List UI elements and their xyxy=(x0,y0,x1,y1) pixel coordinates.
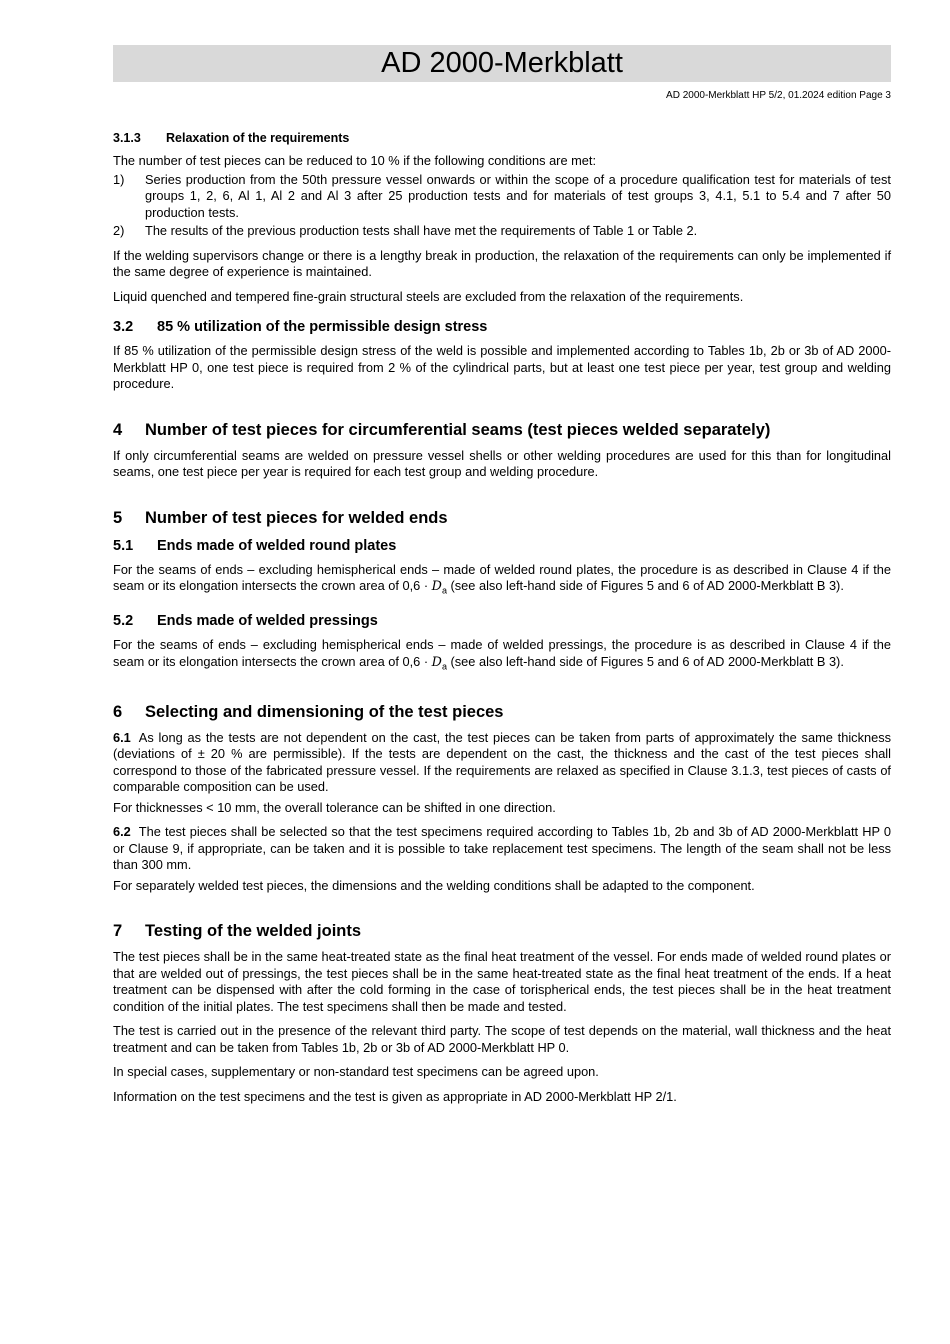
section-title: Testing of the welded joints xyxy=(145,922,362,941)
section-3-1-3-intro: The number of test pieces can be reduced to 10 % if the following conditions are met: xyxy=(113,153,597,168)
paragraph: Liquid quenched and tempered fine-grain structural steels are excluded from the relaxation of the requirements. xyxy=(113,288,744,304)
section-number: 5.2 xyxy=(113,613,134,630)
page-reference: AD 2000-Merkblatt HP 5/2, 01.2024 edition Page 3 xyxy=(666,90,891,101)
diameter-symbol: D xyxy=(431,654,442,670)
paragraph-6-1: 6.1 As long as the tests are not dependent on the cast, the test pieces can be taken from parts of approximately the same thickness (deviations of ± 20 % are permissible). If the tests are dependent on the cast, the thickness and the cast of the test pieces shall correspond to those of the fabricated pressure vessel. If the requirements are relaxed as specified in Clause 3.1.3, test pieces of casts of comparable composition can be used. xyxy=(113,729,891,795)
paragraph: If the welding supervisors change or there is a lengthy break in production, the relaxation of the requirements can only be implemented if the same degree of experience is maintained. xyxy=(113,247,891,279)
list-item xyxy=(113,223,891,240)
paragraph: Information on the test specimens and the test is given as appropriate in AD 2000-Merkblatt HP 2/1. xyxy=(113,1088,677,1104)
list-item-text: Series production from the 50th pressure vessel onwards or within the scope of a procedure qualification test for materials of test groups 1, 2, 6, Al 1, Al 2 and Al 3 after 25 production tests and for materials of test groups 3, 4.1, 5.1 to 5.4 and 7 after 50 production tests. xyxy=(145,171,891,220)
clause-number: 6.1 xyxy=(113,729,131,745)
section-title: Number of test pieces for welded ends xyxy=(145,508,448,527)
list-item-number: 2) xyxy=(113,223,125,238)
paragraph: If only circumferential seams are welded on pressure vessel shells or other welding procedures are used for this than for longitudinal seams, one test piece per year is required for each test group and welding procedure. xyxy=(113,447,891,479)
list-item xyxy=(113,172,891,222)
section-title: Number of test pieces for circumferential seams (test pieces welded separately) xyxy=(145,420,771,439)
paragraph: If 85 % utilization of the permissible design stress of the weld is possible and implemented according to Tables 1b, 2b or 3b of AD 2000-Merkblatt HP 0, one test piece is required from 2 % of the cylindrical parts, but at least one test piece per year, test group and welding procedure. xyxy=(113,343,891,391)
paragraph: The test pieces shall be in the same heat-treated state as the final heat treatment of the vessel. For ends made of welded round plates or that are welded out of pressings, the test pieces shall be in the same heat-treated state as the final heat treatment of the ends. If a heat treatment can be dispensed with after the cold forming in the case of torispherical ends, the test pieces shall be in the heat treatment condition of the initial plates. The test specimens shall then be made and tested. xyxy=(113,949,891,1014)
symbol-subscript: a xyxy=(441,661,447,672)
section-number: 3.1.3 xyxy=(113,131,141,145)
section-title: Selecting and dimensioning of the test pieces xyxy=(145,702,504,721)
section-7-heading xyxy=(113,922,891,941)
section-5-1-heading xyxy=(113,538,891,554)
document-page xyxy=(113,45,891,1105)
paragraph: The test is carried out in the presence of the relevant third party. The scope of test depends on the material, wall thickness and the heat treatment and can be taken from Tables 1b, 2b or 3b of AD 2000-Merkblatt HP 0. xyxy=(113,1023,891,1055)
section-title: Ends made of welded pressings xyxy=(157,613,378,630)
section-number: 4 xyxy=(113,420,123,439)
document-title-banner: AD 2000-Merkblatt xyxy=(113,45,891,82)
section-3-2-heading xyxy=(113,319,891,335)
section-number: 3.2 xyxy=(113,319,134,335)
list-item-text: The results of the previous production tests shall have met the requirements of Table 1 or Table 2. xyxy=(145,223,698,238)
section-3-1-3-heading xyxy=(113,131,891,145)
section-title: 85 % utilization of the permissible design stress xyxy=(157,319,488,335)
section-5-2-heading xyxy=(113,613,891,629)
section-number: 5 xyxy=(113,508,123,527)
clause-number: 6.2 xyxy=(113,824,131,840)
section-title: Relaxation of the requirements xyxy=(166,131,350,145)
section-number: 5.1 xyxy=(113,537,134,554)
section-number: 6 xyxy=(113,702,123,721)
paragraph-6-2: 6.2 The test pieces shall be selected so that the test specimens required according to Tables 1b, 2b and 3b of AD 2000-Merkblatt HP 0 or Clause 9, if appropriate, can be taken and it is possible to take replacement test specimens. The length of the seam shall not be less than 300 mm. xyxy=(113,824,891,873)
section-5-heading xyxy=(113,509,891,528)
paragraph: In special cases, supplementary or non-standard test specimens can be agreed upon. xyxy=(113,1064,599,1080)
section-4-heading xyxy=(113,421,891,440)
paragraph: For the seams of ends – excluding hemispherical ends – made of welded pressings, the procedure is as described in Clause 4 if the seam or its elongation intersects the crown area of $0,6 \cdot D_a$ (see also left-hand side of Figures 5 and 6 of AD 2000-Merkblatt B 3). xyxy=(113,637,891,672)
paragraph: For the seams of ends – excluding hemispherical ends – made of welded round plates, the procedure is as described in Clause 4 if the seam or its elongation intersects the crown area of $0,6 \cdot D_a$ (see also left-hand side of Figures 5 and 6 of AD 2000-Merkblatt B 3). xyxy=(113,561,891,596)
section-6-heading xyxy=(113,703,891,722)
list-item-number: 1) xyxy=(113,171,125,187)
conditions-list xyxy=(113,172,891,240)
paragraph: For separately welded test pieces, the dimensions and the welding conditions shall be adapted to the component. xyxy=(113,877,755,893)
symbol-subscript: a xyxy=(441,585,447,596)
section-number: 7 xyxy=(113,922,123,941)
section-title: Ends made of welded round plates xyxy=(157,537,397,554)
paragraph: For thicknesses < 10 mm, the overall tolerance can be shifted in one direction. xyxy=(113,799,556,815)
diameter-symbol: D xyxy=(431,579,442,594)
